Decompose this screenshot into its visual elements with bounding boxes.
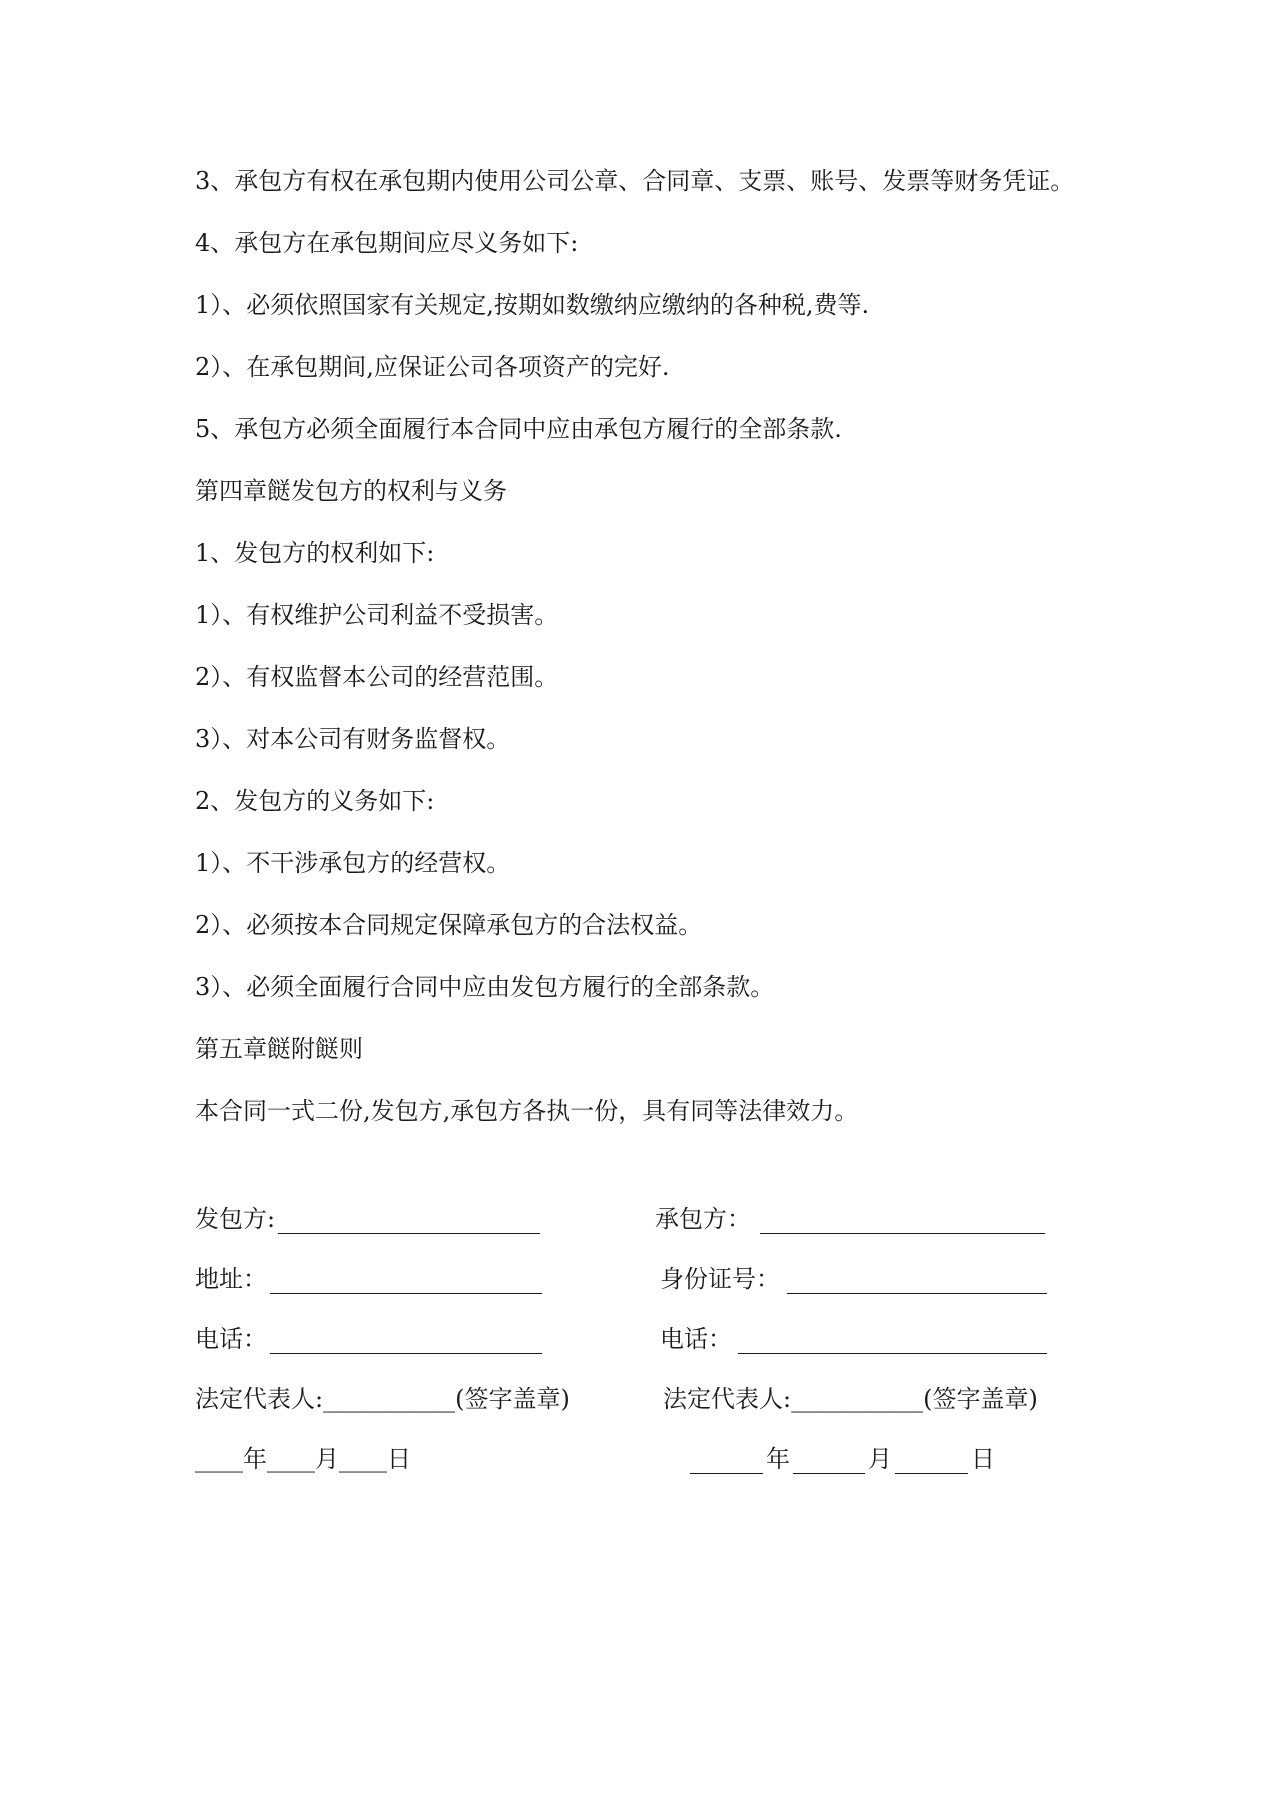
clause-4-contractor-obligations: 4、承包方在承包期间应尽义务如下: — [195, 229, 579, 257]
obligation-1-taxes: 1）、必须依照国家有关规定,按期如数缴纳应缴纳的各种税,费等. — [195, 291, 870, 319]
address-line[interactable] — [270, 1293, 542, 1294]
phone-label-left: 电话： — [195, 1325, 267, 1353]
id-number-line[interactable] — [787, 1293, 1047, 1294]
employer-obligation-2: 2）、必须按本合同规定保障承包方的合法权益。 — [195, 911, 703, 939]
employer-obligation-1: 1）、不干涉承包方的经营权。 — [195, 849, 511, 877]
date-right-day: 日 — [971, 1445, 995, 1473]
employer-obligations-heading: 2、发包方的义务如下: — [195, 787, 435, 815]
chapter-5-heading: 第五章餸附餸则 — [195, 1035, 363, 1063]
date-right-month-line[interactable] — [793, 1473, 865, 1474]
address-label: 地址： — [195, 1265, 267, 1293]
date-left: ____年____月____日 — [195, 1445, 411, 1473]
legal-rep-right: 法定代表人:___________(签字盖章) — [663, 1385, 1038, 1413]
right-1: 1）、有权维护公司利益不受损害。 — [195, 601, 559, 629]
copies-clause: 本合同一式二份,发包方,承包方各执一份，具有同等法律效力。 — [195, 1097, 859, 1125]
id-number-label: 身份证号： — [660, 1265, 780, 1293]
party-a-line[interactable] — [278, 1233, 540, 1234]
party-b-line[interactable] — [760, 1233, 1045, 1234]
date-right-month: 月 — [868, 1445, 892, 1473]
chapter-4-heading: 第四章餸发包方的权利与义务 — [195, 477, 507, 505]
phone-label-right: 电话： — [660, 1325, 732, 1353]
employer-obligation-3: 3）、必须全面履行合同中应由发包方履行的全部条款。 — [195, 973, 775, 1001]
obligation-2-assets: 2）、在承包期间,应保证公司各项资产的完好. — [195, 353, 670, 381]
signature-row-phone — [195, 1323, 1095, 1357]
signature-row-representative — [195, 1383, 1095, 1417]
party-a-label: 发包方: — [195, 1205, 276, 1233]
date-right-day-line[interactable] — [895, 1473, 968, 1474]
date-right-year-line[interactable] — [690, 1473, 763, 1474]
signature-row-parties — [195, 1203, 1095, 1237]
phone-line-left[interactable] — [270, 1353, 542, 1354]
legal-rep-left: 法定代表人:___________(签字盖章) — [195, 1385, 570, 1413]
signature-row-address — [195, 1263, 1095, 1297]
signature-row-date — [195, 1443, 1095, 1477]
employer-rights-heading: 1、发包方的权利如下: — [195, 539, 435, 567]
clause-3-seal-usage: 3、承包方有权在承包期内使用公司公章、合同章、支票、账号、发票等财务凭证。 — [195, 167, 1075, 195]
contract-body — [195, 165, 1095, 1157]
date-right-year: 年 — [766, 1445, 790, 1473]
right-2: 2）、有权监督本公司的经营范围。 — [195, 663, 559, 691]
clause-5-full-performance: 5、承包方必须全面履行本合同中应由承包方履行的全部条款. — [195, 415, 842, 443]
party-b-label: 承包方： — [655, 1205, 751, 1233]
right-3: 3）、对本公司有财务监督权。 — [195, 725, 511, 753]
phone-line-right[interactable] — [738, 1353, 1047, 1354]
